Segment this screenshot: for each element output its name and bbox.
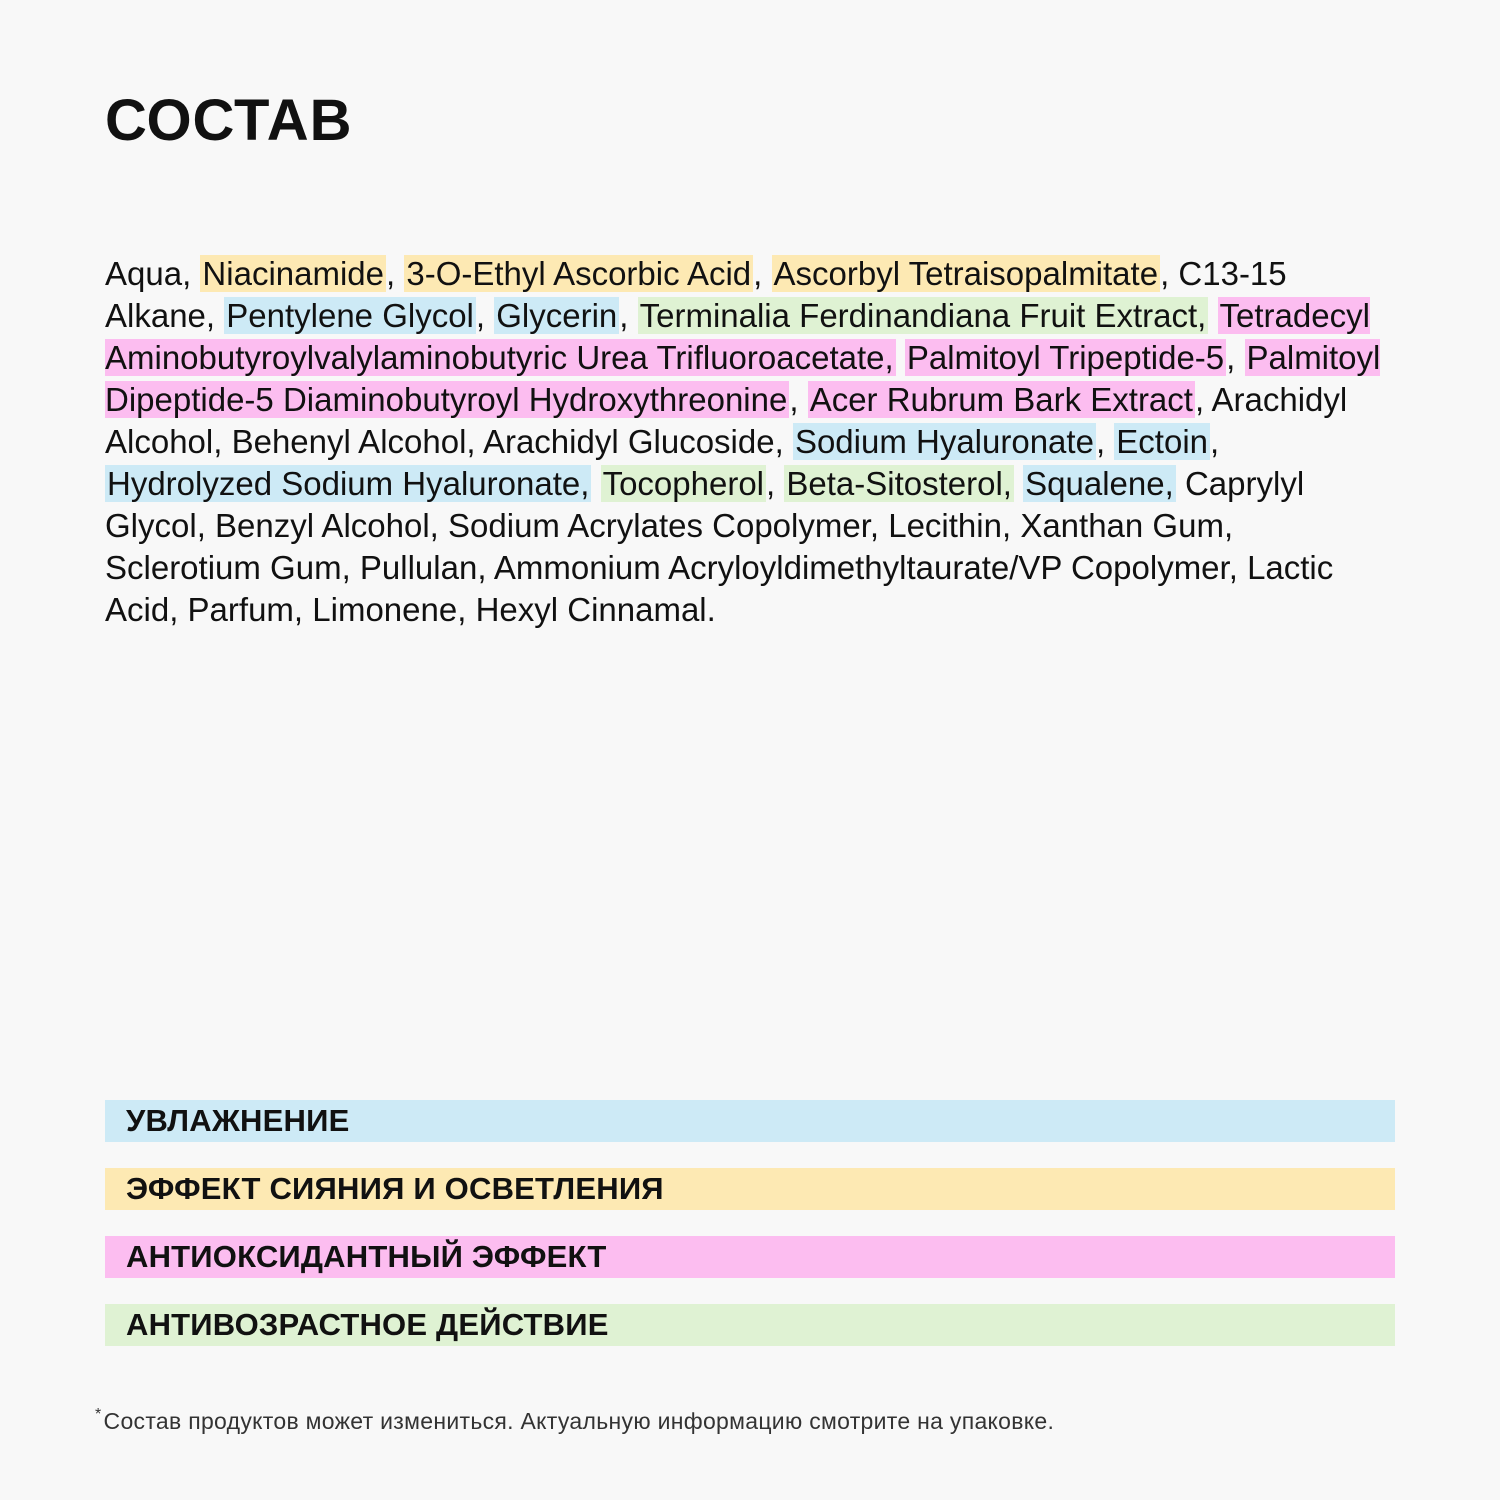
ingredient: Hydrolyzed Sodium Hyaluronate, [107, 465, 590, 502]
ingredient: Ammonium Acryloyldimethyltaurate/VP Copolymer [493, 549, 1229, 586]
ingredient: Pentylene Glycol [226, 297, 474, 334]
ingredient-separator: , [341, 549, 360, 586]
ingredient-separator: , [753, 255, 772, 292]
ingredient: Palmitoyl Dipeptide-5 Diaminobutyroyl Hydroxythreonine [105, 339, 1381, 418]
ingredient-separator [1176, 465, 1185, 502]
legend-label: УВЛАЖНЕНИЕ [126, 1103, 350, 1138]
ingredient-separator: , [213, 423, 232, 460]
legend-label: АНТИВОЗРАСТНОЕ ДЕЙСТВИЕ [126, 1307, 609, 1342]
ingredient: Tetradecyl Aminobutyroylvalylaminobutyric Urea Trifluoroacetate, [105, 297, 1370, 376]
ingredient-separator: , [169, 591, 188, 628]
legend-label: ЭФФЕКТ СИЯНИЯ И ОСВЕТЛЕНИЯ [126, 1171, 664, 1206]
legend-item-moisturizing [105, 1100, 1395, 1142]
ingredient: Behenyl Alcohol [231, 423, 467, 460]
ingredient-separator: , [619, 297, 638, 334]
ingredient: Aqua [105, 255, 183, 292]
ingredient-separator: , [1194, 381, 1212, 418]
ingredient-separator [1014, 465, 1023, 502]
ingredient: 3-O-Ethyl Ascorbic Acid [406, 255, 752, 292]
ingredient: Caprylyl Glycol [105, 465, 1305, 544]
ingredient-separator: , [466, 423, 483, 460]
ingredient-separator: , [766, 465, 785, 502]
ingredient: Hexyl Cinnamal. [475, 591, 716, 628]
ingredient: Lecithin [888, 507, 1002, 544]
ingredient-separator [896, 339, 905, 376]
ingredient-separator: , [789, 381, 808, 418]
ingredient-separator: , [1223, 507, 1234, 544]
ingredient-separator: , [475, 297, 495, 334]
ingredient-separator [591, 465, 600, 502]
legend-item-antioxidant [105, 1236, 1395, 1278]
ingredient-separator: , [429, 507, 449, 544]
ingredient: C13-15 Alkane [105, 255, 1287, 334]
ingredient: Benzyl Alcohol [215, 507, 430, 544]
ingredient-separator: , [1210, 423, 1220, 460]
ingredient: Sclerotium Gum [105, 549, 342, 586]
ingredient-separator: , [1226, 339, 1245, 376]
ingredient-separator [1208, 297, 1217, 334]
ingredient: Limonene [312, 591, 458, 628]
ingredient-separator: , [1160, 255, 1179, 292]
ingredient: Arachidyl Alcohol [105, 381, 1348, 460]
ingredient: Sodium Hyaluronate [794, 423, 1094, 460]
ingredient: Sodium Acrylates Copolymer [448, 507, 870, 544]
legend-label: АНТИОКСИДАНТНЫЙ ЭФФЕКТ [126, 1239, 607, 1274]
ingredient: Acer Rubrum Bark Extract [809, 381, 1193, 418]
ingredients-list [105, 253, 1395, 631]
ingredient: Parfum [187, 591, 294, 628]
legend-item-brightening [105, 1168, 1395, 1210]
ingredient: Xanthan Gum [1020, 507, 1224, 544]
ingredient-separator: , [869, 507, 889, 544]
ingredient: Niacinamide [202, 255, 385, 292]
ingredient-separator: , [205, 297, 225, 334]
ingredient: Arachidyl Glucoside [482, 423, 775, 460]
footnote-mark: * [95, 1406, 102, 1423]
ingredient-separator: , [1228, 549, 1248, 586]
ingredient: Palmitoyl Tripeptide-5 [906, 339, 1225, 376]
ingredient-separator: , [477, 549, 494, 586]
footnote [95, 1408, 1054, 1435]
ingredient: Beta-Sitosterol, [786, 465, 1012, 502]
ingredient: Lactic Acid [105, 549, 1334, 628]
footnote-text: Состав продуктов может измениться. Актуальную информацию смотрите на упаковке. [103, 1408, 1055, 1434]
ingredient-separator: , [1001, 507, 1021, 544]
ingredient-separator: , [182, 255, 201, 292]
ingredient-separator: , [1095, 423, 1115, 460]
legend-item-antiaging [105, 1304, 1395, 1346]
ingredient: Ascorbyl Tetraisopalmitate [773, 255, 1159, 292]
ingredient-separator: , [293, 591, 313, 628]
ingredient: Squalene, [1025, 465, 1174, 502]
ingredient-separator: , [457, 591, 476, 628]
ingredient-separator: , [774, 423, 793, 460]
ingredient: Pullulan [359, 549, 478, 586]
ingredient-separator: , [196, 507, 216, 544]
ingredient: Tocopherol [602, 465, 765, 502]
ingredient: Glycerin [496, 297, 618, 334]
ingredient-separator: , [386, 255, 405, 292]
ingredient: Terminalia Ferdinandiana Fruit Extract, [639, 297, 1207, 334]
ingredient: Ectoin [1116, 423, 1208, 460]
page-title: СОСТАВ [105, 88, 353, 153]
legend [105, 1100, 1395, 1372]
